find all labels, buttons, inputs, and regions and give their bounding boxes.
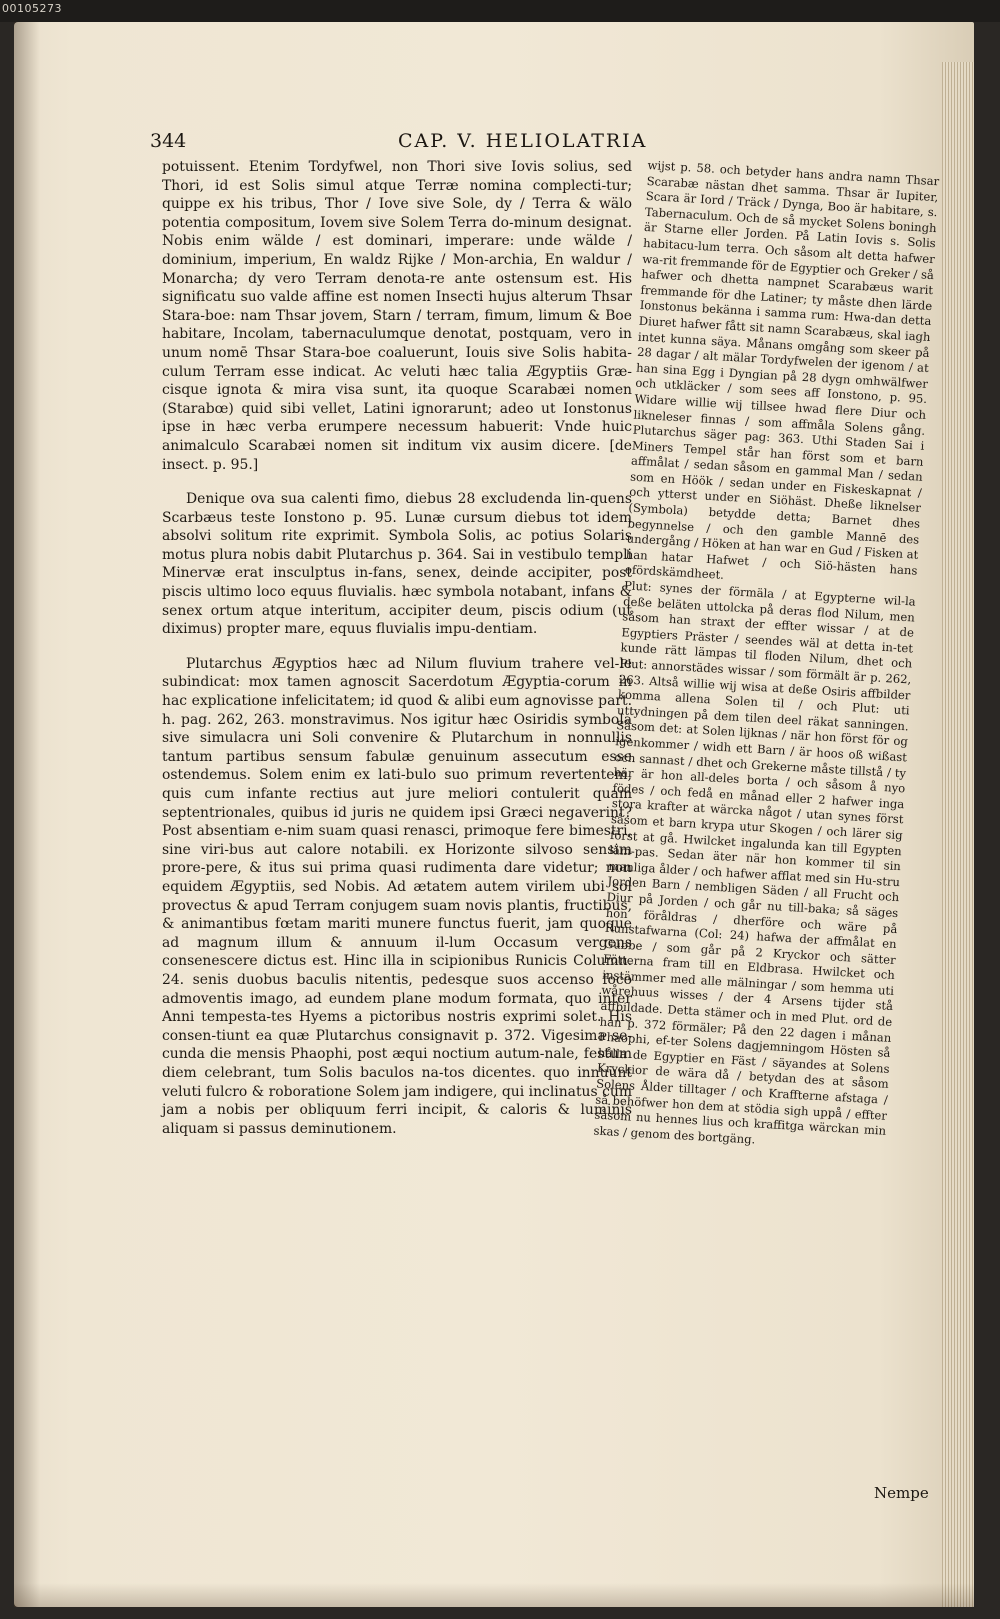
catchword: Nempe	[874, 1484, 929, 1502]
page-number: 344	[150, 130, 187, 152]
page-header	[150, 130, 660, 156]
latin-column	[162, 158, 632, 1154]
running-title: CAP. V. HELIOLATRIA	[398, 130, 648, 152]
latin-paragraph: Plutarchus Ægyptios hæc ad Nilum fluvium trahere vel-le subindicat: mox tamen agnoscit Sacerdotum Ægyptia-corum in hac explicatione infelicitatem; id quod & alibi eum agnovisse part. h. pag. 262, 263. monstravimus. Nos igitur hæc Osiridis symbola sive simulacra uni Soli convenire & Plutarchum in nonnullis tantum partibus sensum fabulæ genuinum assecutum esse ostendemus. Solem enim ex lati-bulo suo primum revertentem, quis cum infante rectius aut jure meliori contulerit quam septentrionales, quibus id juris ne quidem ipsi Græci negaverint? Post absentiam e-nim suam quasi renasci, primoque fere bimestri, sine viri-bus aut calore notabili. ex Horizonte silvoso sensim prore-pere, & itus sui prima quasi rudimenta dare videtur; non equidem Ægyptiis, sed Nobis. Ad ætatem autem virilem ubi sol provectus & apud Terram conjugem suam novis plantis, fructibus, & animantibus fœtam mariti munere functus fuerit, jam quoque ad magnum illum & annuum il-lum Occasum vergens consenescere dictus est. Hinc illa in scipionibus Runicis Column. 24. senis duobus baculis nitentis, pedesque suos accenso foco admoventis imago, ad eundem plane modum formata, quo inter Anni tempesta-tes Hyems a pictoribus nostris exprimi solet. His consen-tiunt ea quæ Plutarchus consignavit p. 372. Vigesima se-cunda die mensis Phaophi, post æqui noctium autum-nale, festum diem celebrant, tum Solis baculos na-tos dicentes. quo innuunt veluti fulcro & roboratione Solem jam indigere, qui inclinatus cum jam a nobis per obliquum ferri incipit, & caloris & luminis aliquam si passus deminutionem.	[162, 655, 632, 1137]
latin-paragraph: Denique ova sua calenti fimo, diebus 28 excludenda lin-quens Scarbæus teste Ionstono p. 95. Lunæ cursum diebus tot idem absolvi solitum rite exprimit. Symbola Solis, ac potius Solaris motus plura nobis dabit Plutarchus p. 364. Sai in vestibulo templi Minervæ erat insculptus in-fans, senex, deinde accipiter, post piscis ultimo loco equus fluvialis. hæc symbola notabant, infans & senex ortum atque interitum, accipiter deum, piscis odium (ut diximus) propter mare, equus fluvialis impu-dentiam.	[162, 491, 632, 638]
swedish-column	[593, 158, 939, 1155]
scan-top-strip	[0, 0, 1000, 22]
swedish-paragraph: Plut: synes der förmäla / at Egypterne wil-la deße beläten uttolcka på deras flod Nilum, men såsom han straxt der effter wissar / at de Egyptiers Präster / seendes wäl at detta in-tet kunde rätt lämpas til floden Nilum, dhet och Plut: annorstädes wissar / som förmält är p. 262, 263. Altså willie wij wisa at deße Osiris affbilder komma allena Solen til / och Plut: uti uttydningen på dem tilen deel räkat sanningen. Såsom det: at Solen lijknas / när hon först för og igenkommer / widh ett Barn / är hoos oß wißast och sannast / dhet och Grekerne måste tillstå / ty här är hon all-deles borta / och såsom å nyo födes / och fedå en månad eller 2 hafwer inga stora krafter at wärcka något / utan synes först såsom et barn krypa utur Skogen / och lärer sig först at gå. Hwilcket ingalunda kan till Egypten läm-pas. Sedan äter när hon kommer til sin manliga ålder / och hafwer afflat med sin Hu-stru Jorden Barn / nembligen Säden / all Frucht och Diur på Jorden / och går nu till-baka; så säges hon föråldras / dherföre och wäre på Runstafwarna (Col: 24) hafwa der affmålat en Gubbe / som går på 2 Kryckor och sätter Fötterna fram till en Eldbrasa. Hwilcket och instämmer med alle mälningar / som hemma uti wårehuus wisses / der 4 Arsens tijder stå affbildade. Detta stämer och in med Plut. ord de han p. 372 förmäler; På den 22 dagen i månan Phaophi, ef-ter Solens dagjemningom Hösten så hålla de Egyptier en Fäst / säyandes at Solens Kryckior de wära då / betydan des at såsom Solens Ålder tilltager / och Kraffterne afstaga / så behöfwer hon dem at stödia sigh uppå / effter såsom nu hennes lius och kraffitga wärckan min skas / genom des bortgäng.	[593, 578, 917, 1147]
page-bottom-shadow	[14, 1583, 974, 1607]
swedish-paragraph: wijst p. 58. och betyder hans andra namn Thsar Scarabæ nästan dhet samma. Thsar är Iupiter, Scara är Iord / Träck / Dynga, Boo är habitare, s. Tabernaculum. Och de så mycket Solens boningh är Starne eller Jorden. På Latin Iovis s. Solis habitacu-lum terra. Och såsom alt detta hafwer wa-rit fremmande för de Egyptier och Greker / så hafwer och dhetta nampnet Scarabæus warit fremmande för dhe Latiner; ty måste dhen lärde Ionstonus bekänna i samma rum: Hwa-dan detta Diuret hafwer fått sit namn Scarabæus, skal iagh intet kunna säya. Månans omgång som skeer på 28 dagar / alt mälar Tordyfwelen der igenom / at han sina Egg i Dyngian på 28 dygn omhwälfwer och utkläcker / som sees aff Ionstono, p. 95. Widare willie wij tillsee hwad flere Diur och likneleser finnas / som affmåla Solens gång. Plutarchus säger pag: 363. Uthi Staden Sai i Miners Tempel står han först som et barn affmålat / sedan såsom en gammal Man / sedan som en Höök / sedan under en Fiskeskapnat / och ytterst under en Siöhäst. Dheße liknelser (Symbola) betydde detta; Barnet dhes begynnelse / och den gamble Mannē des undergång / Höken at han war en Gud / Fisken at han hatar Hafwet / och Siö-hästen hans ofördskämdheet.	[624, 158, 940, 583]
latin-paragraph: potuissent. Etenim Tordyfwel, non Thori sive Iovis solius, sed Thori, id est Solis simul atque Terræ nomina complecti-tur; quippe ex his tribus, Thor / Iove sive Sole, dy / Terra & wälo potentia compositum, Iovem sive Solem Terra do-minum designat. Nobis enim wälde / est dominari, imperare: unde wälde / dominium, imperium, En waldz Rijke / Mon-archia, En waldur / Monarcha; dy vero Terram denota-re ante ostensum est. His significatu suo valde affine est nomen Insecti hujus alterum Thsar Stara-boe: nam Thsar jovem, Starn / terram, fimum, limum & Boe habitare, Incolam, tabernaculumque denotat, postquam, vero in unum nomē Thsar Stara-boe coaluerunt, Iouis sive Solis habita-culum Terram esse indicat. Ac veluti hæc talia Ægyptiis Græ-cisque ignota & mira visa sunt, ita quoque Scarabæi nomen (Starabœ) quid sibi vellet, Latini ignorarunt; adeo ut Ionstonus ipse in hæc verba erumpere necessum habuerit: Vnde huic animalculo Scarabæi nomen sit inditum vix ausim dicere. [de insect. p. 95.]	[162, 159, 632, 473]
accession-number: 00105273	[2, 2, 62, 15]
spine-shadow	[14, 22, 40, 1607]
page-fore-edge	[942, 62, 974, 1607]
